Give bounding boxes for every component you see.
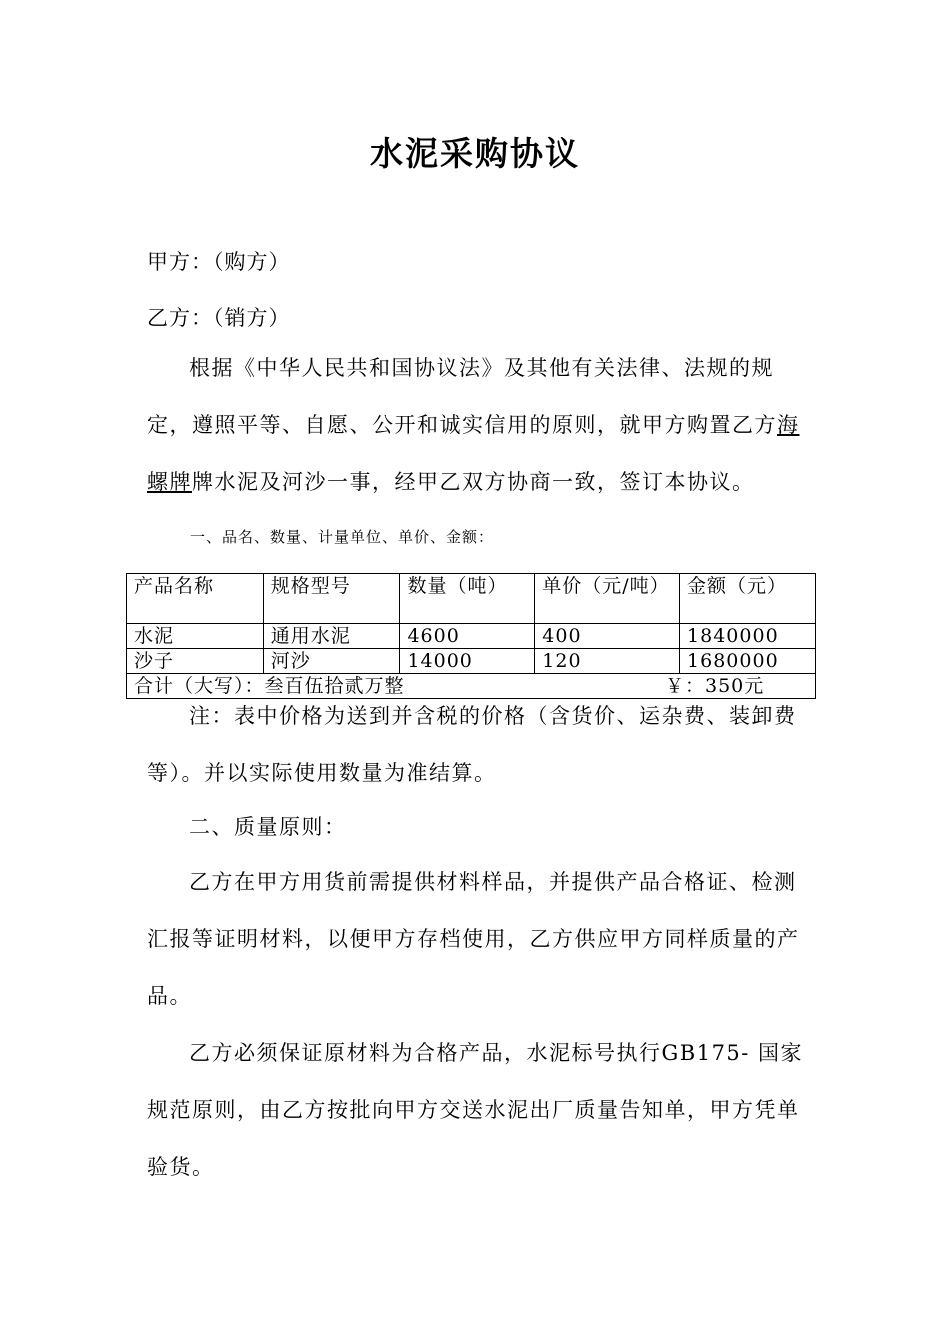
total-label: 合计（大写）：叁百伍拾贰万整 bbox=[134, 675, 405, 697]
intro-paragraph bbox=[147, 340, 811, 511]
header-cell: 产品名称 bbox=[127, 574, 264, 624]
brand-name: 海螺牌 bbox=[147, 413, 800, 494]
party-a: 甲方：（购方） bbox=[147, 250, 291, 274]
table-cell: 1680000 bbox=[680, 649, 816, 674]
table-cell: 沙子 bbox=[127, 649, 264, 674]
table-cell: 400 bbox=[535, 624, 680, 649]
goods-table bbox=[126, 573, 816, 699]
intro-text-post: 牌水泥及河沙一事，经甲乙双方协商一致，签订本协议。 bbox=[192, 470, 755, 494]
table-cell: 河沙 bbox=[263, 649, 400, 674]
table-cell: 14000 bbox=[400, 649, 535, 674]
price-note: 注：表中价格为送到并含税的价格（含货价、运杂费、装卸费等）。并以实际使用数量为准结算。 bbox=[147, 704, 797, 785]
total-amount: ￥：350元 bbox=[665, 675, 765, 697]
header-cell: 金额（元） bbox=[680, 574, 816, 624]
header-cell: 规格型号 bbox=[263, 574, 400, 624]
table-cell: 通用水泥 bbox=[263, 624, 400, 649]
table-cell: 1840000 bbox=[680, 624, 816, 649]
quality-paragraph-1: 乙方在甲方用货前需提供材料样品，并提供产品合格证、检测汇报等证明材料，以便甲方存档使用，乙方供应甲方同样质量的产品。 bbox=[147, 870, 800, 1008]
header-cell: 单价（元/吨） bbox=[535, 574, 680, 624]
quality-paragraph-2: 乙方必须保证原材料为合格产品，水泥标号执行GB175- 国家规范原则，由乙方按批向甲方交送水泥出厂质量告知单，甲方凭单验货。 bbox=[147, 1041, 804, 1179]
table-cell: 4600 bbox=[400, 624, 535, 649]
header-cell: 数量（吨） bbox=[400, 574, 535, 624]
table-cell: 水泥 bbox=[127, 624, 264, 649]
section2-heading: 二、质量原则： bbox=[189, 815, 347, 839]
table-header-row bbox=[127, 574, 816, 624]
table-row bbox=[127, 624, 816, 649]
party-b: 乙方：（销方） bbox=[147, 306, 291, 330]
document-title: 水泥采购协议 bbox=[370, 134, 580, 173]
section1-heading: 一、品名、数量、计量单位、单价、金额： bbox=[190, 528, 495, 546]
table-row bbox=[127, 649, 816, 674]
intro-text-pre: 根据《中华人民共和国协议法》及其他有关法律、法规的规定，遵照平等、自愿、公开和诚实信用的原则，就甲方购置乙方 bbox=[147, 356, 777, 437]
table-cell: 120 bbox=[535, 649, 680, 674]
